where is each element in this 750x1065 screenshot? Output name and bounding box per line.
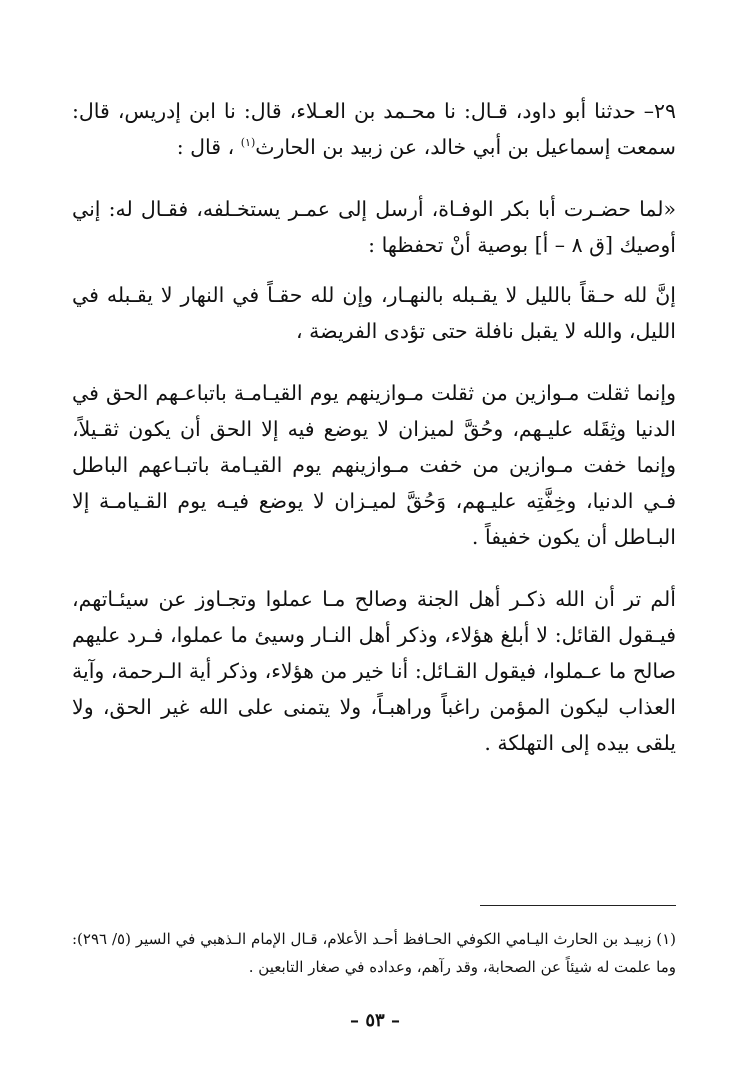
footnotes — [72, 925, 676, 981]
paragraph-2: إنَّ لله حـقاً بالليل لا يقـبله بالنهـار، وإن لله حقـاً في النهار لا يقـبله في الليل، والله لا يقبل نافلة حتى تؤدى الفريضة ، — [72, 283, 676, 343]
paragraph-4: ألم تر أن الله ذكـر أهل الجنة وصالح مـا عملوا وتجـاوز عن سيئـاتهم، فيـقول القائل: لا أبلغ هؤلاء، وذكر أهل النـار وسيئ ما عملوا، فـرد عليهم صالح ما عـملوا، فيقول القـائل: أنا خير من هؤلاء، وذكر أية الـرحمة، وآية العذاب ليكون المؤمن راغباً وراهبـاً، ولا يتمنى على الله غير الحق، ولا يلقى بيده إلى التهلكة . — [72, 587, 676, 755]
isnad-text: ٢٩– حدثنا أبو داود، قـال: نا محـمد بن العـلاء، قال: نا ابن إدريس، قال: سمعت إسماعيل بن أبي خالد، عن زبيد بن الحارث — [72, 99, 676, 159]
paragraph-3: وإنما ثقلت مـوازين من ثقلت مـوازينهم يوم القيـامـة باتباعـهم الحق في الدنيا وثِقَله عليـهم، وحُقَّ لميزان لا يوضع فيه إلا الحق أن يكون ثقـيلاً، وإنما خفت مـوازين من خفت مـوازينهم يوم القيـامة باتبـاعهم الباطل فـي الدنيا، وخِفَّتِه عليـهم، وَحُقَّ لميـزان لا يوضع فيـه يوم القـيامـة إلا البـاطل أن يكون خفيفاً . — [72, 381, 676, 549]
footnote-number: (١) — [656, 930, 676, 948]
page-number: – ٥٣ – — [350, 1010, 400, 1031]
isnad-tail: ، قال : — [176, 135, 241, 159]
footnote-text: زبيـد بن الحارث اليـامي الكوفي الحـافظ أحـد الأعلام، قـال الإمام الـذهبي في السير (٥/ ٢٩٦): وما علمت له شيئاً عن الصحابة، وقد رآهم، وعداده في صغار التابعين . — [72, 930, 676, 976]
footnote-reference[interactable]: (١) — [240, 136, 256, 150]
main-text — [72, 93, 676, 780]
footnote-1 — [72, 925, 676, 981]
footnote-divider — [480, 905, 676, 906]
paragraph-1: «لما حضـرت أبا بكر الوفـاة، أرسل إلى عمـر يستخـلفه، فقـال له: إني أوصيك [ق ٨ – أ] بوصية أنْ تحفظها : — [72, 197, 676, 257]
paragraph-isnad — [72, 93, 676, 165]
